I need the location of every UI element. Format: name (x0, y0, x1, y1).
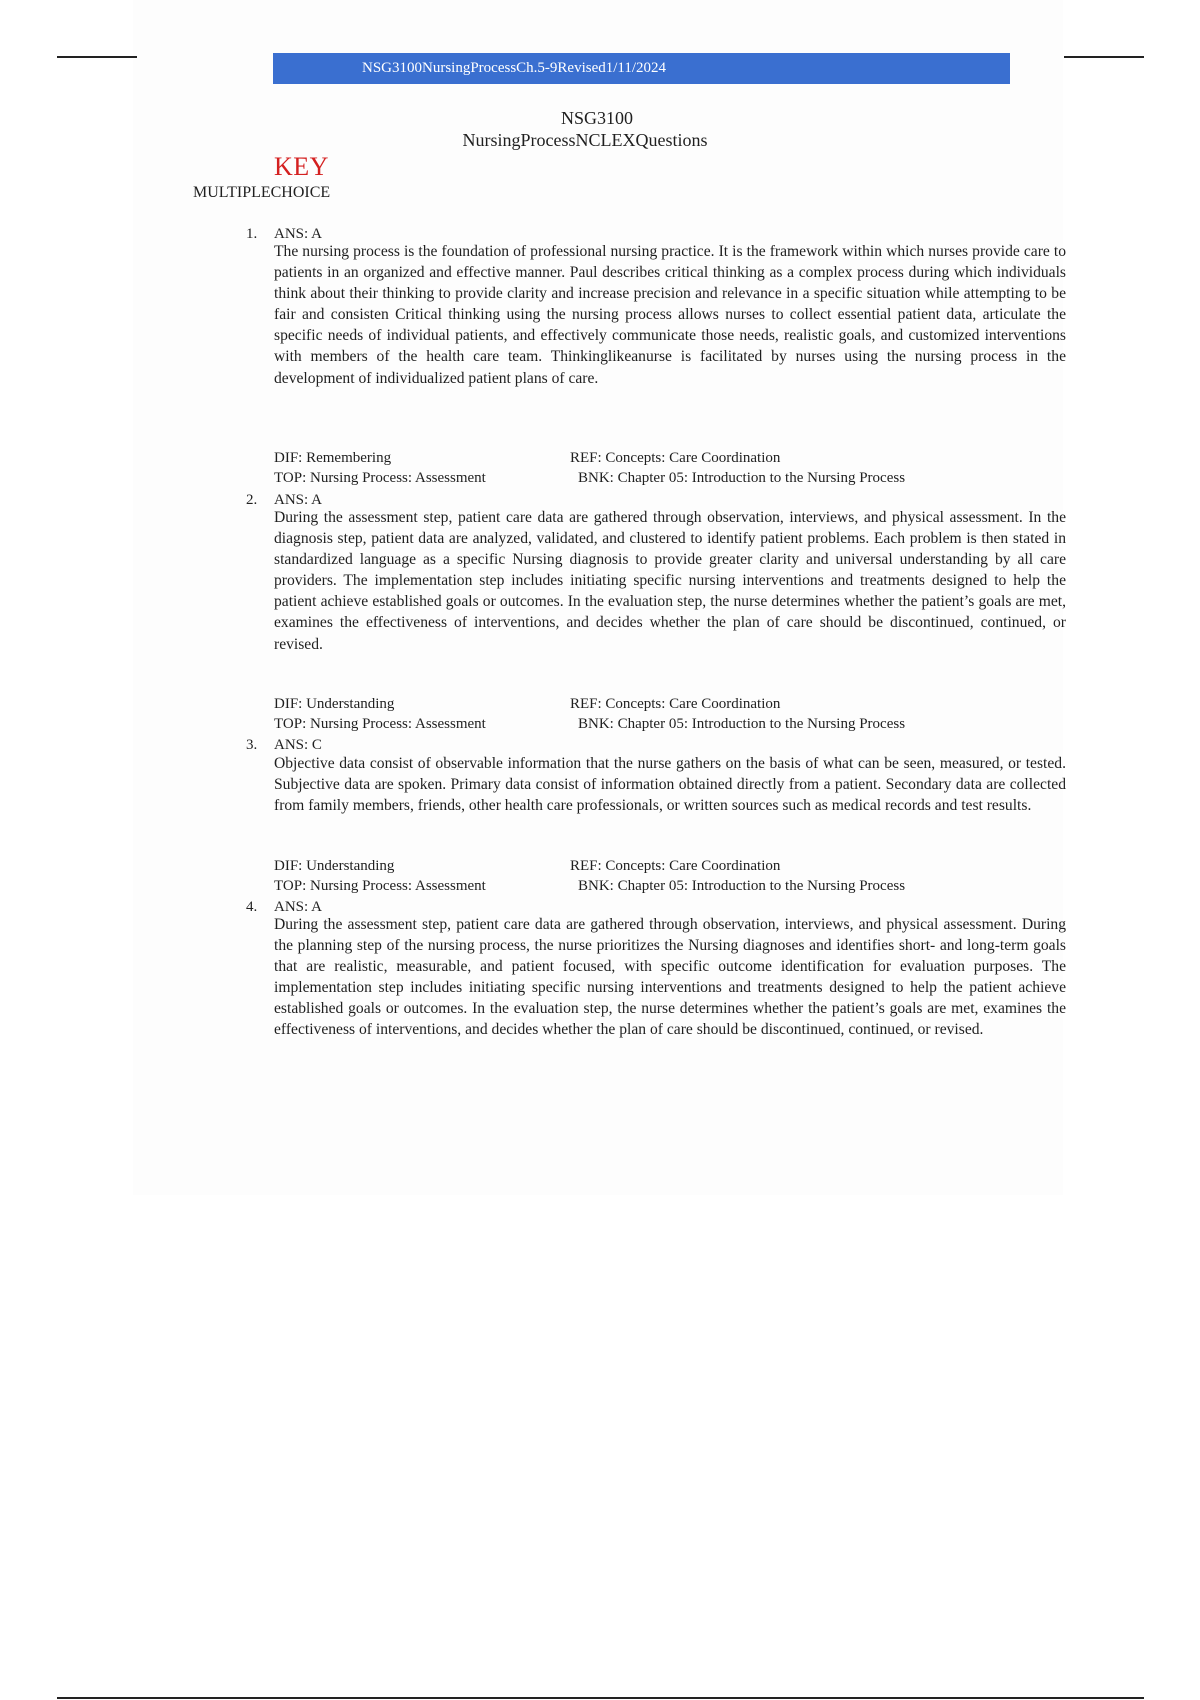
reference-label: REF: Concepts: Care Coordination (570, 450, 781, 466)
running-header-bar: NSG3100NursingProcessCh.5-9Revised1/11/2024 (273, 53, 1010, 84)
key-label: KEY (274, 152, 329, 181)
question-rationale: Objective data consist of observable information that the nurse gathers on the basis of what can be seen, measured, or tested. Subjective data are spoken. Primary data consist of information obtained directly from a patient. Secondary data are collected from family members, friends, other health care professionals, or written sources such as medical records and test results. (274, 755, 1066, 815)
bank-label: BNK: Chapter 05: Introduction to the Nursing Process (578, 470, 906, 486)
document-title (0, 130, 1200, 151)
topic-label: TOP: Nursing Process: Assessment (274, 716, 486, 732)
question-answer: ANS: C (274, 737, 322, 753)
difficulty-label: DIF: Understanding (274, 696, 395, 712)
question-answer: ANS: A (274, 226, 322, 242)
question-rationale: The nursing process is the foundation of professional nursing practice. It is the framework within which nurses provide care to patients in an organized and effective manner. Paul describes critical thinking as a complex process during which individuals think about their thinking to provide clarity and increase precision and relevance in a specific situation while attempting to be fair and consisten Critical thinking using the nursing process allows nurses to collect essential patient data, articulate the specific needs of individual patients, and effectively communicate those needs, realistic goals, and customized interventions with members of the health care team. Thinkinglikeanurse is facilitated by nurses using the nursing process in the development of individualized patient plans of care. (274, 243, 1066, 387)
course-code (0, 108, 1200, 129)
difficulty-label: DIF: Remembering (274, 450, 392, 466)
reference-label: REF: Concepts: Care Coordination (570, 858, 781, 874)
bottom-rule (57, 1697, 1144, 1699)
topic-label: TOP: Nursing Process: Assessment (274, 878, 486, 894)
question-number: 1. (246, 226, 258, 242)
question-rationale: During the assessment step, patient care data are gathered through observation, interviews, and physical assessment. In the diagnosis step, patient data are analyzed, validated, and clustered to identify patient problems. Each problem is then stated in standardized language as a specific Nursing diagnosis to provide greater clarity and universal understanding by all care providers. The implementation step includes initiating specific nursing interventions and treatments designed to help the patient achieve established goals or outcomes. In the evaluation step, the nurse determines whether the patient’s goals are met, examines the effectiveness of interventions, and decides whether the plan of care should be discontinued, continued, or revised. (274, 509, 1066, 653)
document-title-text: NursingProcessNCLEXQuestions (462, 130, 708, 150)
course-code-text: NSG3100 (560, 108, 633, 128)
section-label: MULTIPLECHOICE (193, 184, 331, 201)
question-number: 4. (246, 899, 258, 915)
topic-label: TOP: Nursing Process: Assessment (274, 470, 486, 486)
top-right-rule (1064, 56, 1144, 58)
reference-label: REF: Concepts: Care Coordination (570, 696, 781, 712)
question-answer: ANS: A (274, 492, 322, 508)
bank-label: BNK: Chapter 05: Introduction to the Nursing Process (578, 716, 906, 732)
bank-label: BNK: Chapter 05: Introduction to the Nursing Process (578, 878, 906, 894)
difficulty-label: DIF: Understanding (274, 858, 395, 874)
question-answer: ANS: A (274, 899, 322, 915)
top-left-rule (57, 56, 137, 58)
question-rationale: During the assessment step, patient care data are gathered through observation, interviews, and physical assessment. During the planning step of the nursing process, the nurse prioritizes the Nursing diagnoses and identifies short- and long-term goals that are realistic, measurable, and patient focused, with specific outcome identification for evaluation purposes. The implementation step includes initiating specific nursing interventions and treatments designed to help the patient achieve established goals or outcomes. In the evaluation step, the nurse determines whether the patient’s goals are met, examines the effectiveness of interventions, and decides whether the plan of care should be discontinued, continued, or revised. (274, 916, 1066, 1039)
question-number: 3. (246, 737, 258, 753)
question-number: 2. (246, 492, 258, 508)
